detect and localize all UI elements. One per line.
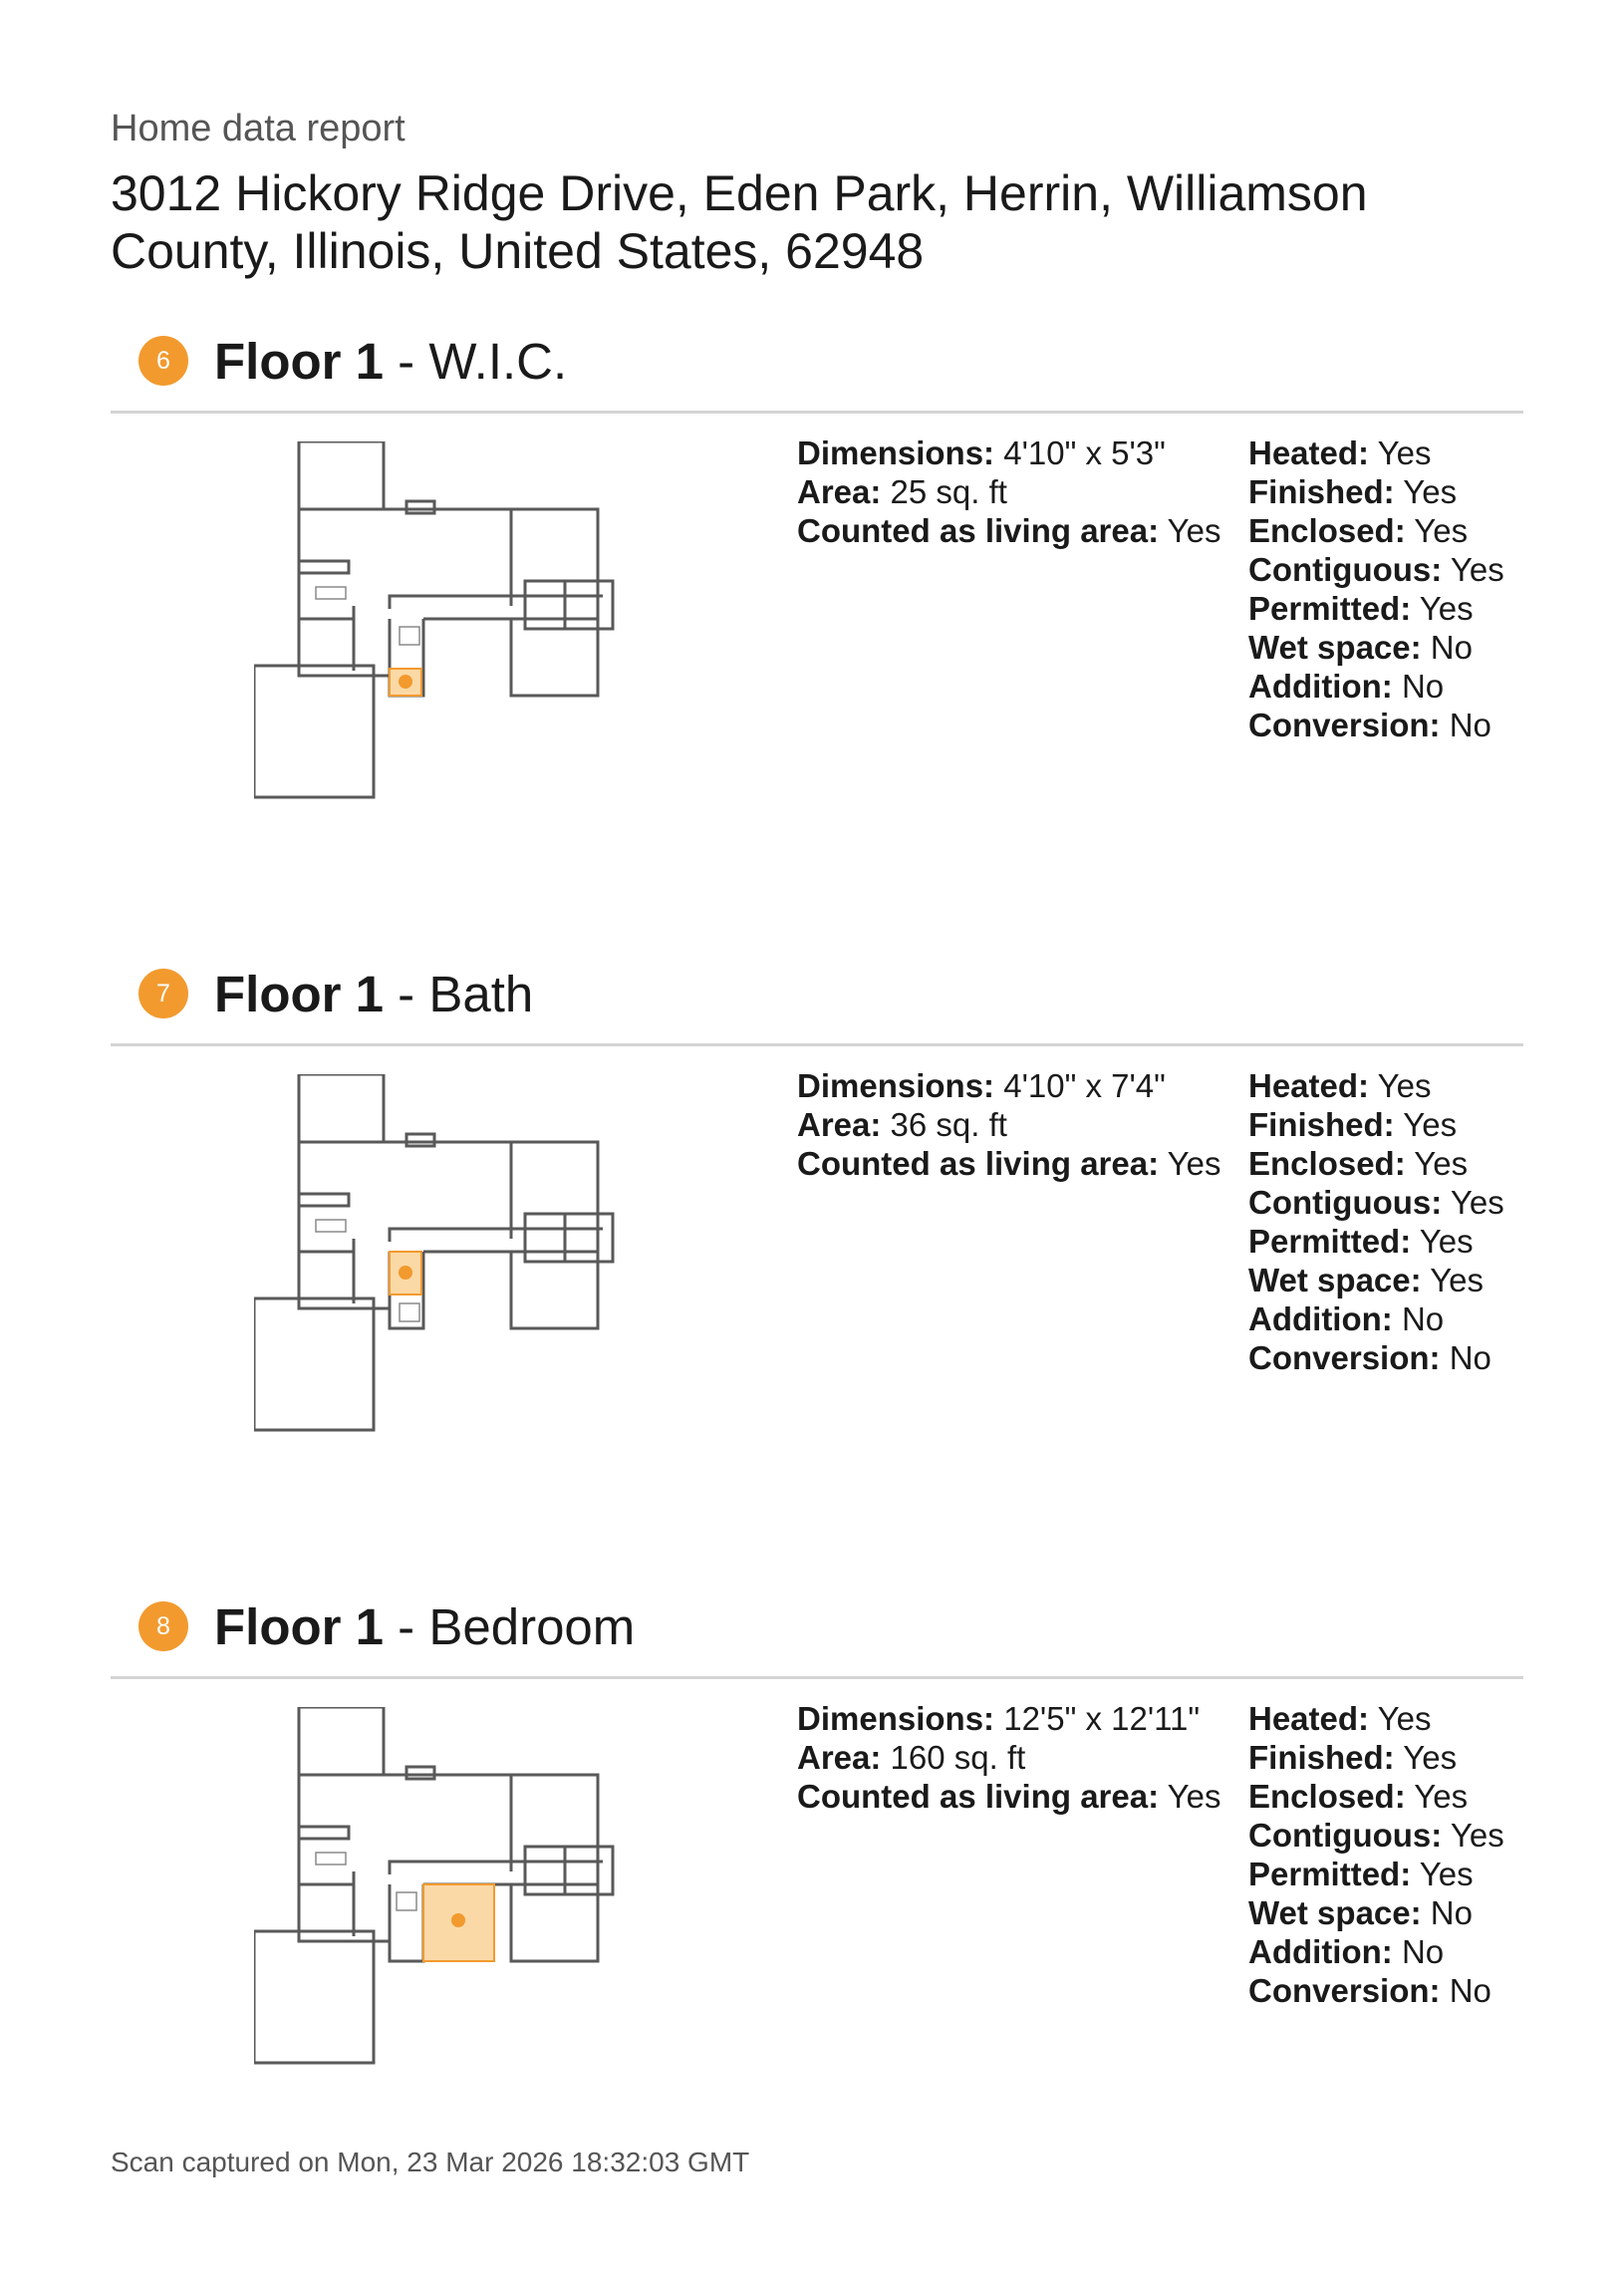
- floor-plan-thumbnail: [254, 441, 633, 820]
- room-measurements: [797, 433, 1221, 550]
- property-address: 3012 Hickory Ridge Drive, Eden Park, Herrin, Williamson County, Illinois, United States, 62948: [111, 165, 1368, 279]
- property-row: Wet space: Yes: [1248, 1262, 1485, 1298]
- property-row: Permitted: Yes: [1248, 1223, 1474, 1260]
- room-properties: [1248, 433, 1504, 744]
- room-title: [214, 334, 567, 390]
- room-title: [214, 967, 533, 1022]
- property-row: Heated: Yes: [1248, 1700, 1432, 1737]
- property-row: Heated: Yes: [1248, 434, 1432, 471]
- room-marker-icon: [451, 1913, 465, 1927]
- property-row: Contiguous: Yes: [1248, 1817, 1504, 1854]
- property-row: Contiguous: Yes: [1248, 551, 1504, 588]
- property-row: Conversion: No: [1248, 707, 1491, 743]
- living-area-row: Counted as living area: Yes: [797, 1778, 1221, 1815]
- area-row: Area: 25 sq. ft: [797, 473, 1007, 510]
- property-row: Permitted: Yes: [1248, 590, 1474, 627]
- room-section-wic: [0, 324, 1623, 882]
- property-row: Enclosed: Yes: [1248, 1145, 1469, 1182]
- living-area-row: Counted as living area: Yes: [797, 512, 1221, 549]
- property-row: Permitted: Yes: [1248, 1856, 1474, 1892]
- dimensions-row: Dimensions: 4'10" x 7'4": [797, 1067, 1166, 1104]
- property-row: Heated: Yes: [1248, 1067, 1432, 1104]
- room-name: W.I.C.: [428, 333, 568, 390]
- room-number-badge: 7: [138, 969, 188, 1018]
- report-label: Home data report: [111, 108, 406, 149]
- area-row: Area: 160 sq. ft: [797, 1739, 1026, 1776]
- property-row: Contiguous: Yes: [1248, 1184, 1504, 1221]
- floor-plan-walls: [254, 441, 613, 797]
- room-number-badge: 6: [138, 336, 188, 386]
- floor-label: Floor 1: [214, 1598, 385, 1655]
- property-row: Finished: Yes: [1248, 1739, 1458, 1776]
- room-section-bedroom: [0, 1589, 1623, 2148]
- section-divider: [111, 1043, 1523, 1046]
- room-marker-icon: [399, 1266, 412, 1280]
- property-row: Addition: No: [1248, 1933, 1445, 1970]
- section-divider: [111, 411, 1523, 414]
- scan-timestamp: Scan captured on Mon, 23 Mar 2026 18:32:03 GMT: [111, 2147, 750, 2177]
- area-row: Area: 36 sq. ft: [797, 1106, 1007, 1143]
- floor-plan-walls: [254, 1074, 613, 1430]
- floor-label: Floor 1: [214, 333, 385, 390]
- property-row: Enclosed: Yes: [1248, 512, 1469, 549]
- title-separator: -: [384, 333, 429, 390]
- room-measurements: [797, 1699, 1221, 1816]
- room-name: Bath: [428, 966, 534, 1022]
- property-row: Conversion: No: [1248, 1339, 1491, 1376]
- title-separator: -: [384, 1598, 429, 1655]
- living-area-row: Counted as living area: Yes: [797, 1145, 1221, 1182]
- room-properties: [1248, 1699, 1504, 2010]
- property-row: Conversion: No: [1248, 1972, 1491, 2009]
- room-marker-icon: [399, 675, 412, 689]
- property-row: Addition: No: [1248, 668, 1445, 705]
- property-row: Addition: No: [1248, 1300, 1445, 1337]
- room-name: Bedroom: [428, 1598, 636, 1655]
- room-title: [214, 1599, 635, 1655]
- title-separator: -: [384, 966, 429, 1022]
- dimensions-row: Dimensions: 12'5" x 12'11": [797, 1700, 1201, 1737]
- room-properties: [1248, 1066, 1504, 1377]
- floor-label: Floor 1: [214, 966, 385, 1022]
- room-number-badge: 8: [138, 1601, 188, 1651]
- floor-plan-thumbnail: [254, 1707, 633, 2086]
- section-divider: [111, 1676, 1523, 1679]
- property-row: Wet space: No: [1248, 1894, 1473, 1931]
- room-measurements: [797, 1066, 1221, 1183]
- dimensions-row: Dimensions: 4'10" x 5'3": [797, 434, 1166, 471]
- property-row: Finished: Yes: [1248, 1106, 1458, 1143]
- property-row: Enclosed: Yes: [1248, 1778, 1469, 1815]
- property-row: Finished: Yes: [1248, 473, 1458, 510]
- room-section-bath: [0, 957, 1623, 1515]
- property-row: Wet space: No: [1248, 629, 1473, 666]
- floor-plan-thumbnail: [254, 1074, 633, 1453]
